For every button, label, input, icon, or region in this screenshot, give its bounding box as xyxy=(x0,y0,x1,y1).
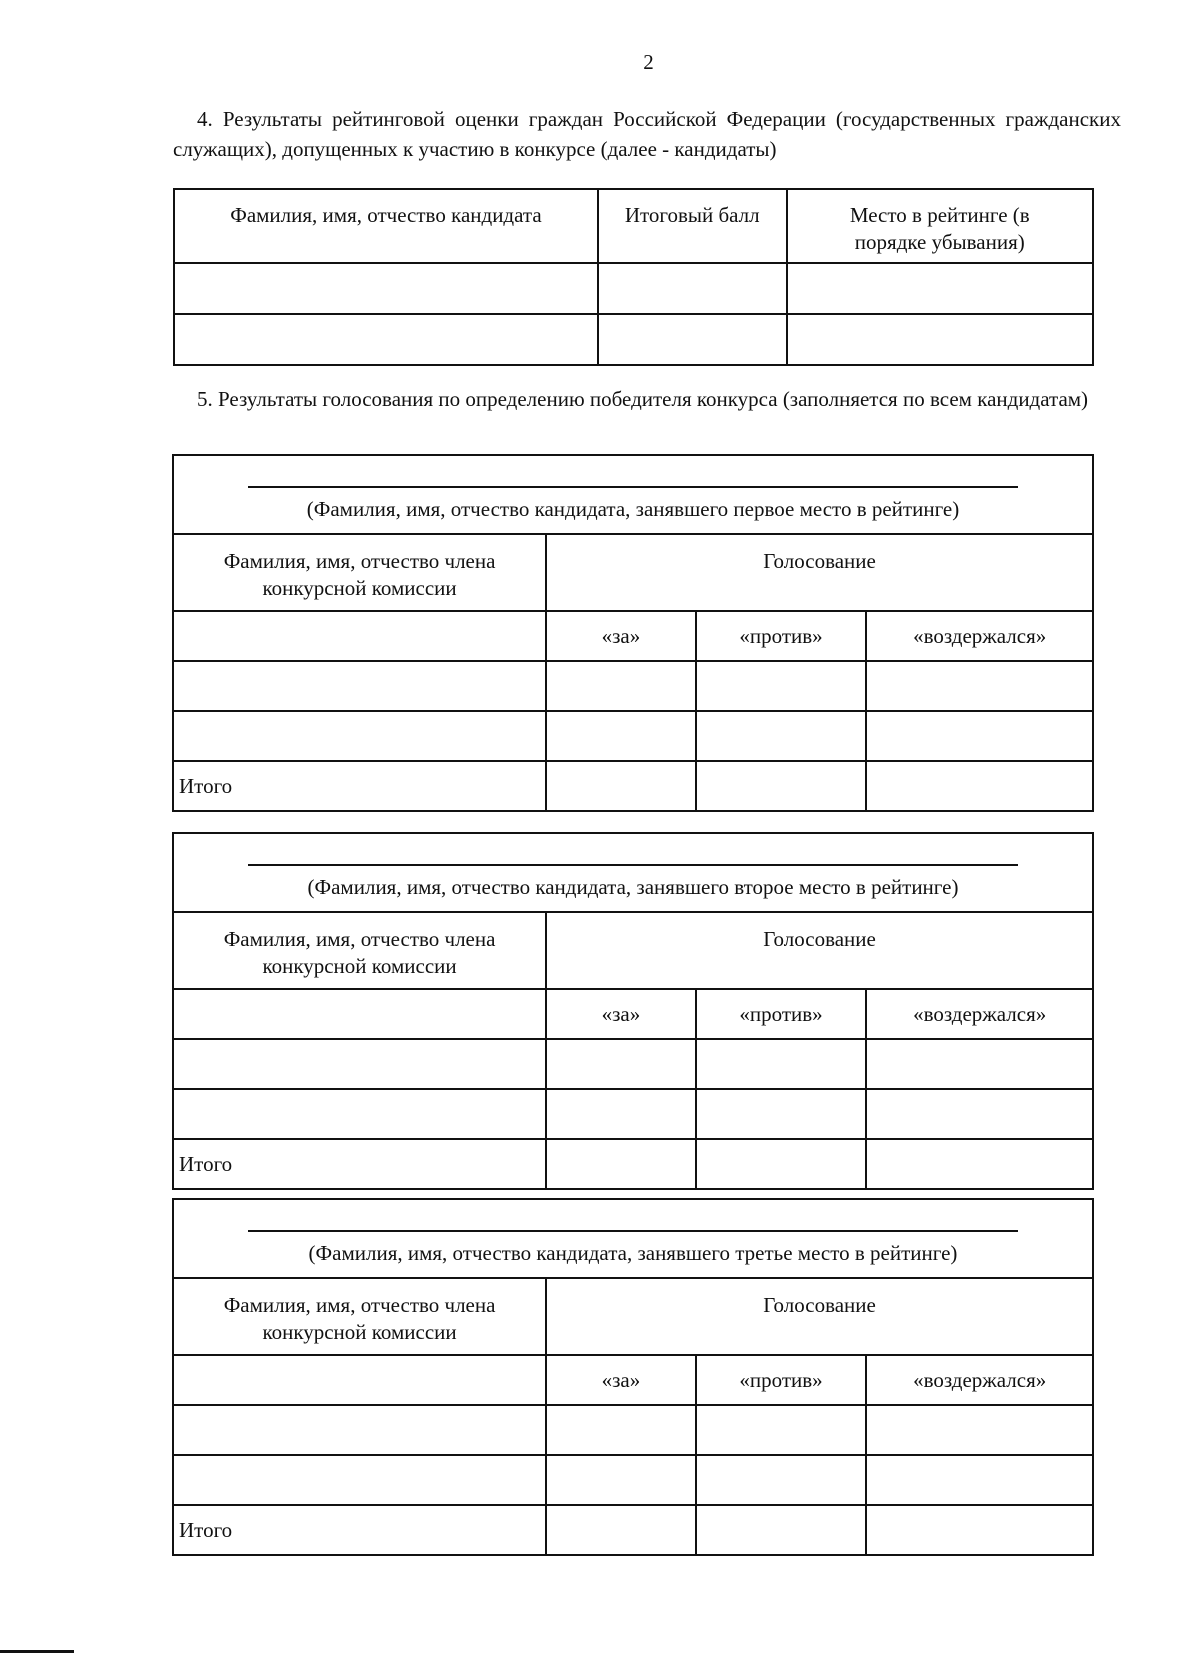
table-cell[interactable] xyxy=(696,661,867,711)
section-5-text: 5. Результаты голосования по определению победителя конкурса (заполняется по всем кандидатам) xyxy=(197,387,1089,411)
total-row xyxy=(173,761,1093,811)
header-vote-abstained: «воздержался» xyxy=(866,989,1093,1039)
header-vote-for: «за» xyxy=(546,611,696,661)
table-cell[interactable] xyxy=(866,1139,1093,1189)
header-candidate-name: Фамилия, имя, отчество кандидата xyxy=(174,189,598,263)
table-row xyxy=(173,1455,1093,1505)
header-vote-for: «за» xyxy=(546,989,696,1039)
table-cell[interactable] xyxy=(173,611,546,661)
header-voting: Голосование xyxy=(546,912,1093,989)
table-cell[interactable] xyxy=(696,1455,867,1505)
header-member-name: Фамилия, имя, отчество члена конкурсной комиссии xyxy=(173,912,546,989)
table-cell[interactable] xyxy=(173,989,546,1039)
table-cell[interactable] xyxy=(866,661,1093,711)
table-cell[interactable] xyxy=(546,1039,696,1089)
table-cell[interactable] xyxy=(866,1505,1093,1555)
table-row xyxy=(173,711,1093,761)
table-cell[interactable] xyxy=(546,1089,696,1139)
rating-table-header xyxy=(174,189,1093,263)
table-cell[interactable] xyxy=(866,1455,1093,1505)
table-cell[interactable] xyxy=(866,1039,1093,1089)
table-cell[interactable] xyxy=(173,711,546,761)
rating-table xyxy=(173,188,1094,366)
candidate-caption: (Фамилия, имя, отчество кандидата, занявшего третье место в рейтинге) xyxy=(308,1241,958,1265)
table-cell[interactable] xyxy=(546,711,696,761)
table-cell[interactable] xyxy=(174,263,598,314)
table-cell[interactable] xyxy=(696,1405,867,1455)
header-member-name: Фамилия, имя, отчество члена конкурсной комиссии xyxy=(173,1278,546,1355)
table-cell[interactable] xyxy=(174,314,598,365)
header-vote-abstained: «воздержался» xyxy=(866,611,1093,661)
header-final-score: Итоговый балл xyxy=(598,189,787,263)
header-member-name: Фамилия, имя, отчество члена конкурсной комиссии xyxy=(173,534,546,611)
header-vote-against: «против» xyxy=(696,989,867,1039)
table-cell[interactable] xyxy=(696,761,867,811)
table-row xyxy=(174,263,1093,314)
total-label: Итого xyxy=(173,1505,546,1555)
table-cell[interactable] xyxy=(866,1405,1093,1455)
section-4-text: 4. Результаты рейтинговой оценки граждан Российской Федерации (государственных гражданских служащих), допущенных к участию в конкурсе (далее - кандидаты) xyxy=(173,107,1121,161)
voting-table-third-place xyxy=(172,1198,1094,1556)
table-cell[interactable] xyxy=(866,711,1093,761)
table-cell[interactable] xyxy=(866,761,1093,811)
header-vote-abstained: «воздержался» xyxy=(866,1355,1093,1405)
candidate-caption: (Фамилия, имя, отчество кандидата, занявшего первое место в рейтинге) xyxy=(306,497,960,521)
table-cell[interactable] xyxy=(173,661,546,711)
total-row xyxy=(173,1505,1093,1555)
table-cell[interactable] xyxy=(546,761,696,811)
table-cell[interactable] xyxy=(173,1455,546,1505)
header-vote-against: «против» xyxy=(696,611,867,661)
table-cell[interactable] xyxy=(696,711,867,761)
table-cell[interactable] xyxy=(546,1455,696,1505)
total-label: Итого xyxy=(173,761,546,811)
table-cell[interactable] xyxy=(787,314,1093,365)
table-cell[interactable] xyxy=(787,263,1093,314)
table-cell[interactable] xyxy=(173,1355,546,1405)
table-cell[interactable] xyxy=(696,1139,867,1189)
table-row xyxy=(173,1039,1093,1089)
table-cell[interactable] xyxy=(173,1039,546,1089)
scan-edge-mark xyxy=(0,1650,74,1653)
table-cell[interactable] xyxy=(173,1405,546,1455)
voting-table-first-place xyxy=(172,454,1094,812)
header-vote-against: «против» xyxy=(696,1355,867,1405)
table-cell[interactable] xyxy=(598,314,787,365)
candidate-caption: (Фамилия, имя, отчество кандидата, занявшего второе место в рейтинге) xyxy=(307,875,959,899)
table-cell[interactable] xyxy=(696,1039,867,1089)
total-label: Итого xyxy=(173,1139,546,1189)
header-voting: Голосование xyxy=(546,1278,1093,1355)
table-row xyxy=(173,1405,1093,1455)
table-cell[interactable] xyxy=(546,1405,696,1455)
header-voting: Голосование xyxy=(546,534,1093,611)
table-cell[interactable] xyxy=(696,1505,867,1555)
table-cell[interactable] xyxy=(866,1089,1093,1139)
page-number: 2 xyxy=(643,50,654,74)
table-row xyxy=(173,1089,1093,1139)
header-vote-for: «за» xyxy=(546,1355,696,1405)
table-cell[interactable] xyxy=(546,1139,696,1189)
candidate-caption-cell[interactable] xyxy=(173,455,1093,534)
total-row xyxy=(173,1139,1093,1189)
table-row xyxy=(174,314,1093,365)
header-rating-place: Место в рейтинге (в порядке убывания) xyxy=(787,189,1093,263)
table-cell[interactable] xyxy=(598,263,787,314)
candidate-caption-cell[interactable] xyxy=(173,1199,1093,1278)
table-row xyxy=(173,661,1093,711)
table-cell[interactable] xyxy=(546,661,696,711)
table-cell[interactable] xyxy=(173,1089,546,1139)
table-cell[interactable] xyxy=(546,1505,696,1555)
voting-table-second-place xyxy=(172,832,1094,1190)
table-cell[interactable] xyxy=(696,1089,867,1139)
candidate-caption-cell[interactable] xyxy=(173,833,1093,912)
